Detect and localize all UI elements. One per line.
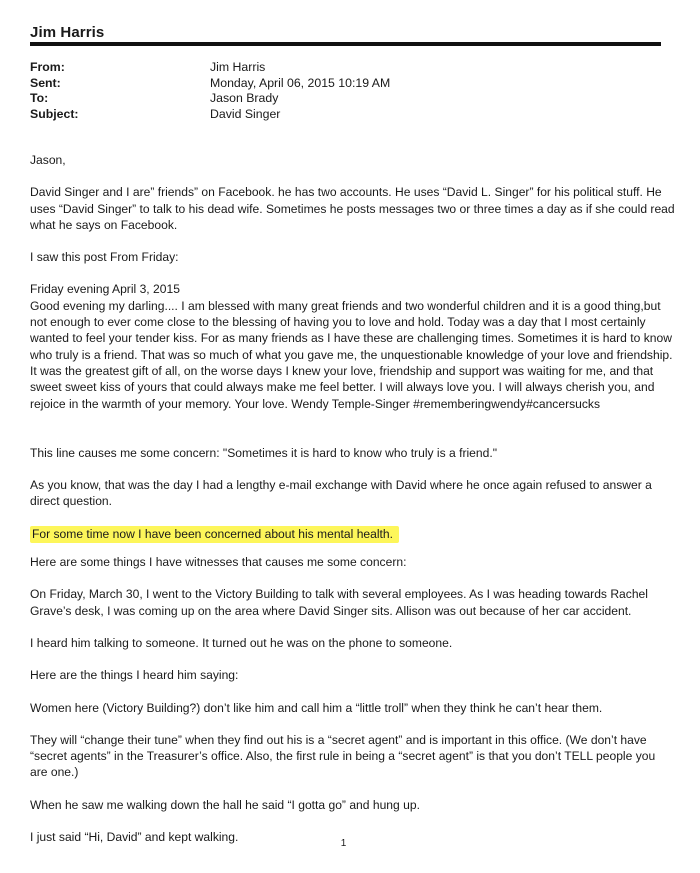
text-line: Grave’s desk, I was coming up on the area where David Singer sits. Allison was out because of her car accident. xyxy=(30,603,632,618)
women-line: Women here (Victory Building?) don’t like him and call him a “little troll” when they think he can’t hear them. xyxy=(30,700,603,715)
header-label: From: xyxy=(30,60,65,74)
text-line: are one.) xyxy=(30,765,79,780)
witnesses-line: Here are some things I have witnesses that causes me some concern: xyxy=(30,555,407,570)
highlighted-paragraph xyxy=(30,526,670,542)
email-body xyxy=(30,152,675,845)
header-rule xyxy=(30,42,661,46)
text-line: wanted to feel your tender kiss. For as many friends as I have these are challenging times. Sometimes it is hard to know xyxy=(30,331,672,346)
page-number: 1 xyxy=(340,838,347,849)
text-line: David Singer and I are” friends” on Facebook. he has two accounts. He uses “David L. Singer” for his political stuff. He xyxy=(30,185,662,200)
highlighted-line: For some time now I have been concerned about his mental health. xyxy=(30,526,399,543)
header-from xyxy=(30,60,650,76)
heard-talking-line: I heard him talking to someone. It turned out he was on the phone to someone. xyxy=(30,635,453,650)
hi-david-line: I just said “Hi, David” and kept walking. xyxy=(30,830,239,845)
things-heard-line: Here are the things I heard him saying: xyxy=(30,668,239,683)
email-headers xyxy=(30,60,650,122)
header-label: Subject: xyxy=(30,106,79,121)
text-line: what he says on Facebook. xyxy=(30,217,178,232)
intro-paragraph xyxy=(30,184,675,233)
header-label: To: xyxy=(30,91,49,105)
header-value: Jason Brady xyxy=(210,91,279,105)
header-value: David Singer xyxy=(210,106,281,121)
concern-line: This line causes me some concern: "Sometimes it is hard to know who truly is a friend." xyxy=(30,445,497,460)
text-line: rejoice in the warmth of your memory. Your love. Wendy Temple-Singer #rememberingwendy#cancersucks xyxy=(30,396,601,411)
header-sent xyxy=(30,76,650,92)
text-line: sweet sweet kiss of yours that could always make me feel better. I will always love you. I will always cherish you, and xyxy=(30,380,655,395)
walking-line: When he saw me walking down the hall he said “I gotta go” and hung up. xyxy=(30,797,420,812)
header-value: Jim Harris xyxy=(210,60,266,74)
text-line: On Friday, March 30, I went to the Victory Building to talk with several employees. As I was heading towards Rachel xyxy=(30,587,648,602)
text-line: who truly is a friend. That was so much of what you gave me, the unquestionable knowledge of your love and friendship. xyxy=(30,347,673,362)
text-line: Good evening my darling.... I am blessed with many great friends and two wonderful children and it is a good thing,but xyxy=(30,298,661,313)
header-value: Monday, April 06, 2015 10:19 AM xyxy=(210,75,391,90)
post-date: Friday evening April 3, 2015 xyxy=(30,282,180,297)
text-line: direct question. xyxy=(30,494,113,509)
as-you-know-paragraph xyxy=(30,477,670,510)
text-line: not enough to ever come close to the blessing of having you to love and hold. Today was a day that I most certainly xyxy=(30,315,646,330)
text-line: As you know, that was the day I had a lengthy e-mail exchange with David where he once again refused to answer a xyxy=(30,478,652,493)
tune-paragraph xyxy=(30,732,670,781)
text-line: It was the greatest gift of all, on the worse days I knew your love, friendship and support was waiting for me, and that xyxy=(30,363,654,378)
saw-post-line: I saw this post From Friday: xyxy=(30,250,179,265)
text-line: “secret agents” in the Treasurer’s office. Also, the first rule in being a “secret agent” is that you don’t TELL people you xyxy=(30,749,656,764)
header-to xyxy=(30,91,650,107)
text-line: They will “change their tune” when they find out his is a “secret agent” and is important in this office. (We don’t have xyxy=(30,732,647,747)
header-label: Sent: xyxy=(30,75,61,90)
quoted-post xyxy=(30,281,673,411)
sender-name: Jim Harris xyxy=(30,24,105,41)
text-line: uses “David Singer” to talk to his dead wife. Sometimes he posts messages two or three times a day as if she could read xyxy=(30,201,675,216)
friday-paragraph xyxy=(30,586,670,619)
header-subject xyxy=(30,107,650,123)
greeting: Jason, xyxy=(30,153,66,167)
